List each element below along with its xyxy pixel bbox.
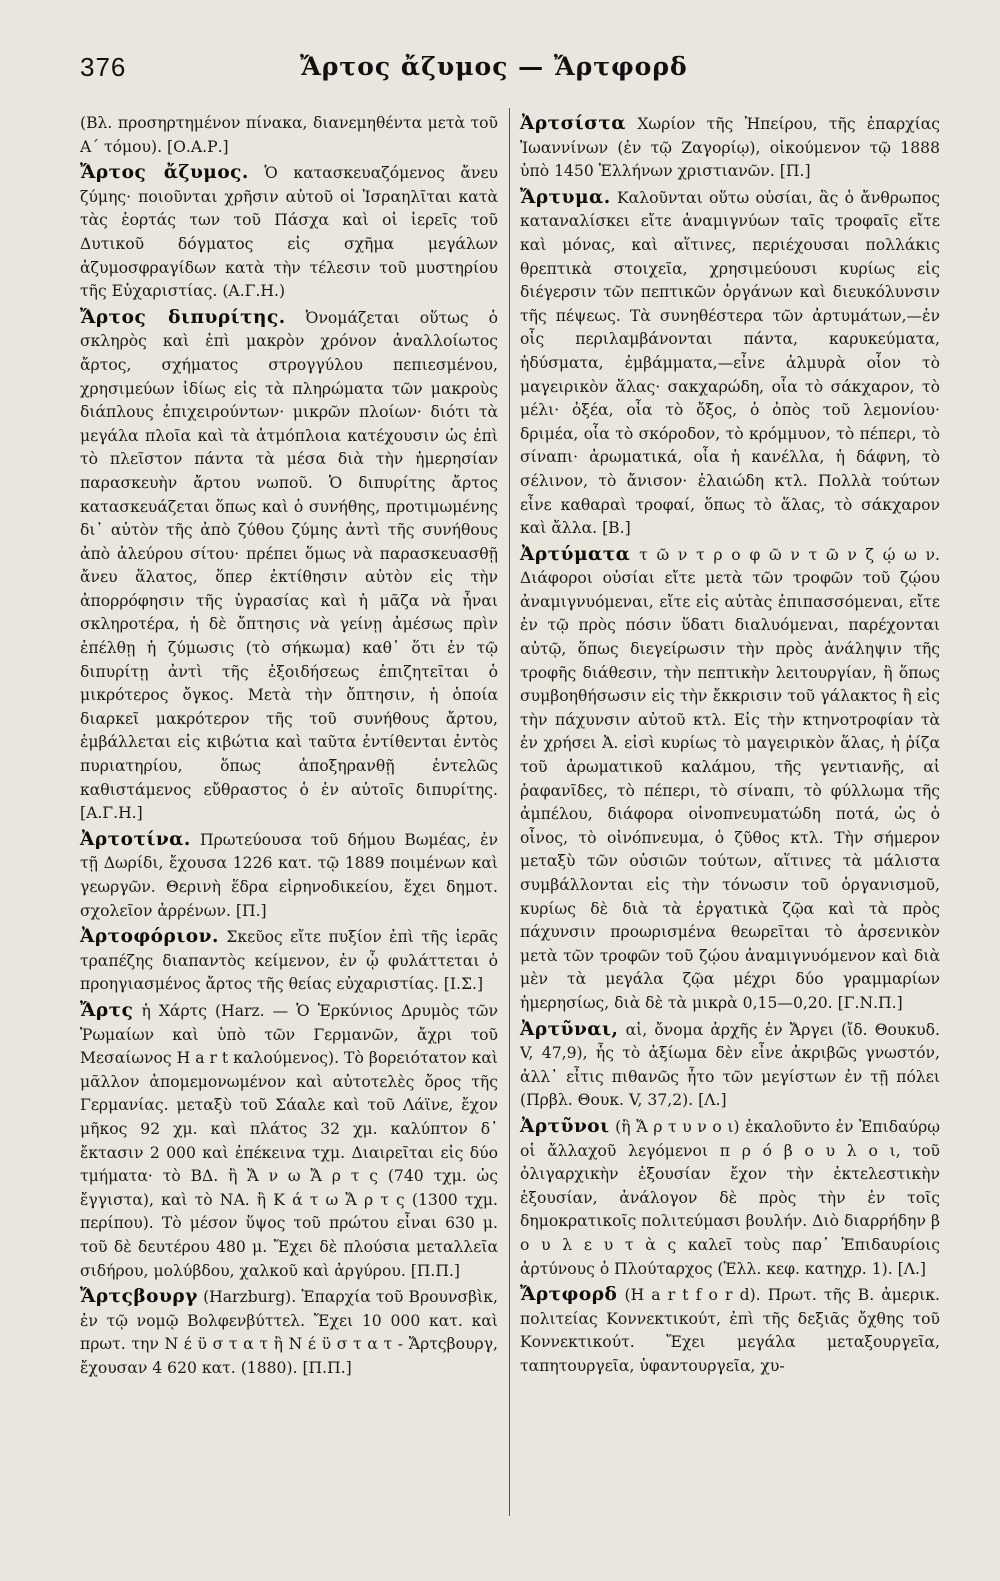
- entry-text: Καλοῦνται οὕτω οὐσίαι, ἃς ὁ ἄνθρωπος καταναλίσκει εἴτε ἀναμιγνύων ταῖς τροφαῖς εἴτε καὶ μόνας, καὶ αἵτινες, περιέχουσαι πολλάκις θρεπτικὰ στοιχεῖα, χρησιμεύουσι κυρίως εἰς διέγερσιν τῶν πεπτικῶν ὀργάνων καὶ διευκόλυνσιν τῆς πέψεως. Τὰ συνηθέστερα τῶν ἀρτυμάτων,—ἐν οἷς περιλαμβάνονται πάντα, καρυκεύματα, ἡδύσματα, ἐμβάμματα,—εἶνε ἁλμυρὰ οἷον τὸ μαγειρικὸν ἅλας· σακχαρώδη, οἷα τὸ σάκχαρον, τὸ μέλι· ὀξέα, οἷα τὸ ὄξος, ὁ ὀπὸς τοῦ λεμονίου· δριμέα, οἷα τὸ σκόροδον, τὸ κρόμμυον, τὸ πέπερι, τὸ σίναπι· ἀρωματικά, οἷα ἡ κανέλλα, ἡ δάφνη, τὸ σέλινον, τὸ ἄνισον· ἐλαιώδη κτλ. Πολλὰ τούτων εἶνε καθαραὶ τροφαί, ὅπως τὸ ἅλας, τὸ σάκχαρον καὶ ἄλλα. [Β.]: [520, 188, 940, 538]
- right-column: [520, 112, 940, 1380]
- dictionary-entry: [80, 925, 498, 997]
- column-divider: [509, 108, 510, 1516]
- entry-headword: Ἀρτοφόριον.: [80, 926, 219, 948]
- running-head: Ἄρτος ἄζυμος — Ἄρτφορδ: [300, 52, 688, 81]
- entry-text: Χωρίον τῆς Ἠπείρου, τῆς ἐπαρχίας Ἰωαννίνων (ἐν τῷ Ζαγορίῳ), οἰκούμενον τῷ 1888 ὑπὸ 1450 Ἑλλήνων χριστιανῶν. [Π.]: [520, 115, 940, 181]
- left-column: [80, 112, 498, 1382]
- dictionary-entry: [520, 1115, 940, 1281]
- dictionary-entry: [520, 186, 940, 541]
- entry-text: τ ῶ ν τ ρ ο φ ῶ ν τ ῶ ν ζ ῴ ω ν. Διάφοροι οὐσίαι εἴτε μετὰ τῶν τροφῶν τοῦ ζῴου ἀναμιγνυόμεναι, εἴτε εἰς αὐτὰς ἐπιπασσόμεναι, εἴτε ἐν τῷ πρὸς πόσιν ὕδατι διαλυόμεναι, παρέχονται αὐτῷ, ὅπως διεγείρωσιν τὴν πρὸς ἀνάληψιν τῆς τροφῆς διάθεσιν, τὴν πεπτικὴν λειτουργίαν, ἢ ὅπως συμβοηθήσωσιν εἰς τὴν ἔκκρισιν τοῦ γάλακτος ἢ εἰς τὴν πάχυνσιν αὐτοῦ κτλ. Εἰς τὴν κτηνοτροφίαν τὰ ἐν χρήσει Ἀ. εἰσὶ κυρίως τὸ μαγειρικὸν ἅλας, ἡ ῥίζα τοῦ ἀρωματικοῦ καλάμου, τῆς γεντιανῆς, αἱ ῥαφανῖδες, τὸ πέπερι, τὸ σίναπι, τὸ φύλλωμα τῆς ἀμπέλου, διάφορα οἰνοπνευματώδη ποτά, ὡς ὁ οἶνος, τὸ οἰνόπνευμα, ὁ ζῦθος κτλ. Τὴν σήμερον μεταξὺ τῶν οὐσιῶν τούτων, αἵτινες τὰ μάλιστα συμβάλλονται εἰς τὴν τόνωσιν τοῦ ὀργανισμοῦ, κυρίως δὲ διὰ τὰ ἐργατικὰ ζῷα καὶ τὰ πρὸς πάχυνσιν προωρισμένα θεωρεῖται τὸ ἀρσενικὸν μετὰ τῶν τροφῶν τοῦ ζῴου ἀναμιγνυόμενον καὶ διὰ μὲν τὰ μεγάλα ζῷα μέχρι δύο γραμμαρίων ἡμερησίως, διὰ δὲ τὰ μικρὰ 0,15—0,20. [Γ.Ν.Π.]: [520, 545, 940, 1012]
- dictionary-entry: [520, 1018, 940, 1113]
- entry-text: Πρωτεύουσα τοῦ δήμου Βωμέας, ἐν τῇ Δωρίδι, ἔχουσα 1226 κατ. τῷ 1889 ποιμένων καὶ γεωργῶν. Θερινὴ ἕδρα εἰρηνοδικείου, ἔχει δημοτ. σχολεῖον ἀρρένων. [Π.]: [80, 830, 498, 920]
- continuation-text: (Βλ. προσηρτημένον πίνακα, διανεμηθέντα μετὰ τοῦ Α΄ τόμου). [Ο.Α.Ρ.]: [80, 114, 498, 156]
- entry-text: (H a r t f o r d). Πρωτ. τῆς Β. ἀμερικ. πολιτείας Κοννεκτικούτ, ἐπὶ τῆς δεξιᾶς ὄχθης τοῦ Κοννεκτικούτ. Ἔχει μεγάλα μεταξουργεῖα, ταπητουργεῖα, ὑφαντουργεῖα, χυ-: [520, 1286, 940, 1375]
- dictionary-entry: [520, 1283, 940, 1378]
- dictionary-entry: [80, 999, 498, 1283]
- entry-headword: Ἀρτῦνοι: [520, 1115, 610, 1137]
- entry-headword: Ἀρτῦναι,: [520, 1018, 619, 1040]
- entry-text: (ἢ Ἄ ρ τ υ ν ο ι) ἐκαλοῦντο ἐν Ἐπιδαύρῳ οἱ ἄλλαχοῦ λεγόμενοι π ρ ό β ο υ λ ο ι, τοῦ ὀλιγαρχικὴν ἐξουσίαν ἔχον τὴν ἐκτελεστικὴν ἐξουσίαν, ἀνάλογον δὲ πρὸς τὴν ἐν τοῖς δημοκρατικοῖς πολιτεύμασι βουλήν. Διὸ διαρρήδην β ο υ λ ε υ τ ὰ ς καλεῖ τοὺς παρ᾽ Ἐπιδαυρίοις ἀρτύνους ὁ Πλούταρχος (Ἑλλ. κεφ. κατηχρ. 1). [Λ.]: [520, 1117, 940, 1278]
- entry-headword: Ἀρτοτίνα.: [80, 828, 191, 850]
- entry-text: αἱ, ὄνομα ἀρχῆς ἐν Ἄργει (ἴδ. Θουκυδ. V, 47,9), ἧς τὸ ἀξίωμα δὲν εἶνε ἀκριβῶς γνωστόν, ἀλλ᾽ εἶτις πιθανῶς ἦτο τῶν μεγίστων ἐν τῇ πόλει (Πρβλ. Θουκ. V, 37,2). [Λ.]: [520, 1020, 940, 1110]
- page-header: [0, 0, 1000, 110]
- entry-headword: Ἄρτςβουργ: [80, 1286, 198, 1308]
- entry-headword: Ἄρτυμα.: [520, 186, 611, 208]
- entry-headword: Ἄρτος διπυρίτης.: [80, 306, 286, 328]
- dictionary-entry: [80, 828, 498, 923]
- entry-headword: Ἀρτσίστα: [520, 113, 627, 134]
- dictionary-entry: [520, 112, 940, 184]
- entry-text: Ὀνομάζεται οὕτως ὁ σκληρὸς καὶ ἐπὶ μακρὸν χρόνον ἀναλλοίωτος ἄρτος, σχήματος στρογγύλου πεπιεσμένου, χρησιμεύων ἰδίως εἰς τὰ πληρώματα τῶν μακροὺς διάπλους ἐπιχειρούντων· μικρῶν πλοίων· διότι τὰ μεγάλα πλοῖα καὶ τὰ ἀτμόπλοια κατέχουσιν ὡς ἐπὶ τὸ πλεῖστον πάντα τὰ μέσα διὰ τὴν ἡμερησίαν παρασκευὴν ἄρτου νωποῦ. Ὁ διπυρίτης ἄρτος κατασκευάζεται ὅπως καὶ ὁ συνήθης, προτιμωμένης δι᾽ αὐτὸν τῆς ἀπὸ ζύθου ζύμης ἀντὶ τῆς συνήθους ἀπὸ ἀλεύρου σίτου· πρέπει ὅμως νὰ παρασκευασθῇ ἄνευ ἅλατος, ὅπερ ἐκτίθησιν αὐτὸν εἰς τὴν ἀπορρόφησιν τῆς ὑγρασίας καὶ ἡ μᾶζα νὰ ἦναι σκληροτέρα, ἡ δὲ ὄπτησις νὰ γείνῃ ἀμέσως πρὶν ἐπέλθῃ ἡ ζύμωσις (τὸ σήκωμα) καθ᾽ ὅτι ἐν τῷ διπυρίτῃ ἀντὶ τῆς ἐξοιδήσεως ἐπιζητεῖται ὁ μικρότερος ὄγκος. Μετὰ τὴν ὄπτησιν, ἡ ὁποία διαρκεῖ μακρότερον τῆς τοῦ συνήθους ἄρτου, ἐμβάλλεται εἰς κιβώτια καὶ ταῦτα ἐντίθενται ἐντὸς πυριατηρίου, ὅπως ἀποξηρανθῇ ἐντελῶς καθιστάμενος εὔθραστος ὁ ἐν αὐτοῖς διπυρίτης. [Α.Γ.Η.]: [80, 308, 498, 823]
- page-number: 376: [80, 52, 127, 82]
- entry-text: Ὁ κατασκευαζόμενος ἄνευ ζύμης· ποιοῦνται χρῆσιν αὐτοῦ οἱ Ἰσραηλῖται κατὰ τὰς ἑορτάς των τοῦ Πάσχα καὶ οἱ ἱερεῖς τοῦ Δυτικοῦ δόγματος εἰς σχῆμα μεγάλων ἀζυμοσφραγίδων κατὰ τὴν τέλεσιν τοῦ μυστηρίου τῆς Εὐχαριστίας. (Α.Γ.Η.): [80, 164, 498, 301]
- entry-headword: Ἀρτύματα: [520, 543, 631, 565]
- dictionary-entry: [80, 306, 498, 826]
- dictionary-entry: [80, 161, 498, 304]
- entry-text: Σκεῦος εἴτε πυξίον ἐπὶ τῆς ἱερᾶς τραπέζης διαπαντὸς κείμενον, ἐν ᾧ φυλάττεται ὁ προηγιασμένος ἄρτος τῆς θείας εὐχαριστίας. [Ι.Σ.]: [80, 928, 498, 994]
- entry-headword: Ἄρτς: [80, 999, 134, 1021]
- entry-headword: Ἄρτφορδ: [520, 1284, 618, 1306]
- dictionary-entry: [80, 1285, 498, 1380]
- dictionary-entry: [520, 543, 940, 1016]
- entry-text: (Harzburg). Ἐπαρχία τοῦ Βρουνσβὶκ, ἐν τῷ νομῷ Βολφενβύττελ. Ἔχει 10 000 κατ. καὶ πρωτ. την Ν έ ϋ σ τ α τ ἢ Ν έ ϋ σ τ α τ - Ἄρτςβουργ, ἔχουσαν 4 620 κατ. (1880). [Π.Π.]: [80, 1288, 498, 1377]
- entry-text: ἡ Χάρτς (Harz. — Ὁ Ἑρκύνιος Δρυμὸς τῶν Ῥωμαίων καὶ ὑπὸ τῶν Γερμανῶν, ἄχρι τοῦ Μεσαίωνος H a r t καλούμενος). Τὸ βορειότατον καὶ μᾶλλον ἀπομεμονωμένον καὶ αὐτοτελὲς ὄρος τῆς Γερμανίας. μεταξὺ τοῦ Σάαλε καὶ τοῦ Λάϊνε, ἔχον μῆκος 92 χμ. καὶ πλάτος 32 χμ. καλύπτον δ᾽ ἔκτασιν 2 000 καὶ ἐπέκεινα τχμ. Διαιρεῖται εἰς δύο τμήματα· τὸ ΒΔ. ἢ Ἄ ν ω Ἄ ρ τ ς (740 τχμ. ὡς ἔγγιστα), καὶ τὸ ΝΑ. ἢ Κ ά τ ω Ἄ ρ τ ς (1300 τχμ. περίπου). Τὸ μέσον ὕψος τοῦ πρώτου εἶναι 630 μ. τοῦ δὲ δευτέρου 480 μ. Ἔχει δὲ πλούσια μεταλλεῖα σιδήρου, μολύβδου, χαλκοῦ καὶ ἀργύρου. [Π.Π.]: [80, 1001, 499, 1280]
- entry-headword: Ἄρτος ἄζυμος.: [80, 162, 249, 184]
